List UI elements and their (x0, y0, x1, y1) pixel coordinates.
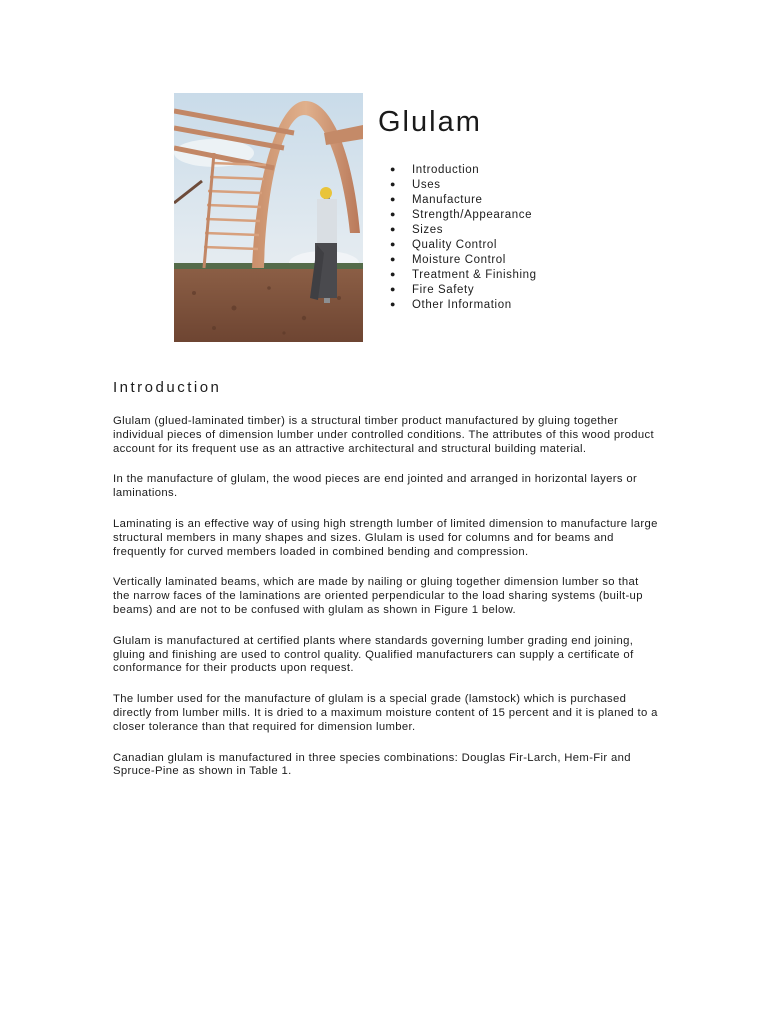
paragraph: Glulam (glued-laminated timber) is a structural timber product manufactured by gluing together individual pieces of dimension lumber under controlled conditions. The attributes of this wood product account for its frequent use as an attractive architectural and structural building material. (113, 415, 655, 455)
paragraph: Vertically laminated beams, which are made by nailing or gluing together dimension lumber so that the narrow faces of the laminations are oriented perpendicular to the load sharing systems (built-up beams) and are not to be confused with glulam as shown in Figure 1 below. (113, 576, 643, 616)
toc-item-label[interactable]: Treatment & Finishing (412, 269, 537, 281)
toc-item-label[interactable]: Other Information (412, 299, 512, 311)
bullet-icon: ● (390, 179, 397, 189)
toc-item-label[interactable]: Manufacture (412, 194, 483, 206)
bullet-icon: ● (390, 194, 397, 204)
toc-item-introduction[interactable] (390, 162, 537, 177)
bullet-icon: ● (390, 284, 397, 294)
toc-item-label[interactable]: Uses (412, 179, 441, 191)
bullet-icon: ● (390, 224, 397, 234)
toc-item-label[interactable]: Moisture Control (412, 254, 506, 266)
toc-item-label[interactable]: Introduction (412, 164, 480, 176)
paragraph: Glulam is manufactured at certified plants where standards governing lumber grading end joining, gluing and finishing are used to control quality. Qualified manufacturers can supply a certificate of conformance for their products upon request. (113, 634, 634, 675)
section-heading-introduction: Introduction (113, 379, 222, 396)
toc-item-uses[interactable] (390, 177, 537, 192)
bullet-icon: ● (390, 254, 397, 264)
toc-item-label[interactable]: Fire Safety (412, 284, 475, 296)
page-title: Glulam (378, 106, 482, 138)
toc-item-quality-control[interactable] (390, 237, 537, 252)
paragraph: Canadian glulam is manufactured in three species combinations: Douglas Fir-Larch, Hem-Fir and Spruce-Pine as shown in Table 1. (113, 751, 631, 778)
toc-item-treatment-finishing[interactable] (390, 267, 537, 282)
paragraph: Laminating is an effective way of using high strength lumber of limited dimension to manufacture large structural members in many shapes and sizes. Glulam is used for columns and for beams and frequently for curved members loaded in combined bending and compression. (113, 517, 658, 558)
paragraph: In the manufacture of glulam, the wood pieces are end jointed and arranged in horizontal layers or laminations. (113, 473, 638, 500)
toc-item-label[interactable]: Sizes (412, 224, 444, 236)
glulam-arch-photo (174, 93, 363, 342)
table-of-contents (390, 162, 537, 312)
toc-item-moisture-control[interactable] (390, 252, 537, 267)
bullet-icon: ● (390, 299, 397, 309)
toc-item-other-information[interactable] (390, 297, 537, 312)
toc-item-sizes[interactable] (390, 222, 537, 237)
bullet-icon: ● (390, 269, 397, 279)
toc-item-strength-appearance[interactable] (390, 207, 537, 222)
introduction-body (113, 415, 658, 796)
bullet-icon: ● (390, 239, 397, 249)
paragraph: The lumber used for the manufacture of glulam is a special grade (lamstock) which is purchased directly from lumber mills. It is dried to a maximum moisture content of 15 percent and it is planed to a closer tolerance than that required for dimension lumber. (113, 693, 658, 733)
bullet-icon: ● (390, 209, 397, 219)
bullet-icon: ● (390, 164, 397, 174)
toc-item-label[interactable]: Strength/Appearance (412, 209, 533, 221)
toc-item-label[interactable]: Quality Control (412, 239, 498, 251)
toc-item-manufacture[interactable] (390, 192, 537, 207)
toc-item-fire-safety[interactable] (390, 282, 537, 297)
